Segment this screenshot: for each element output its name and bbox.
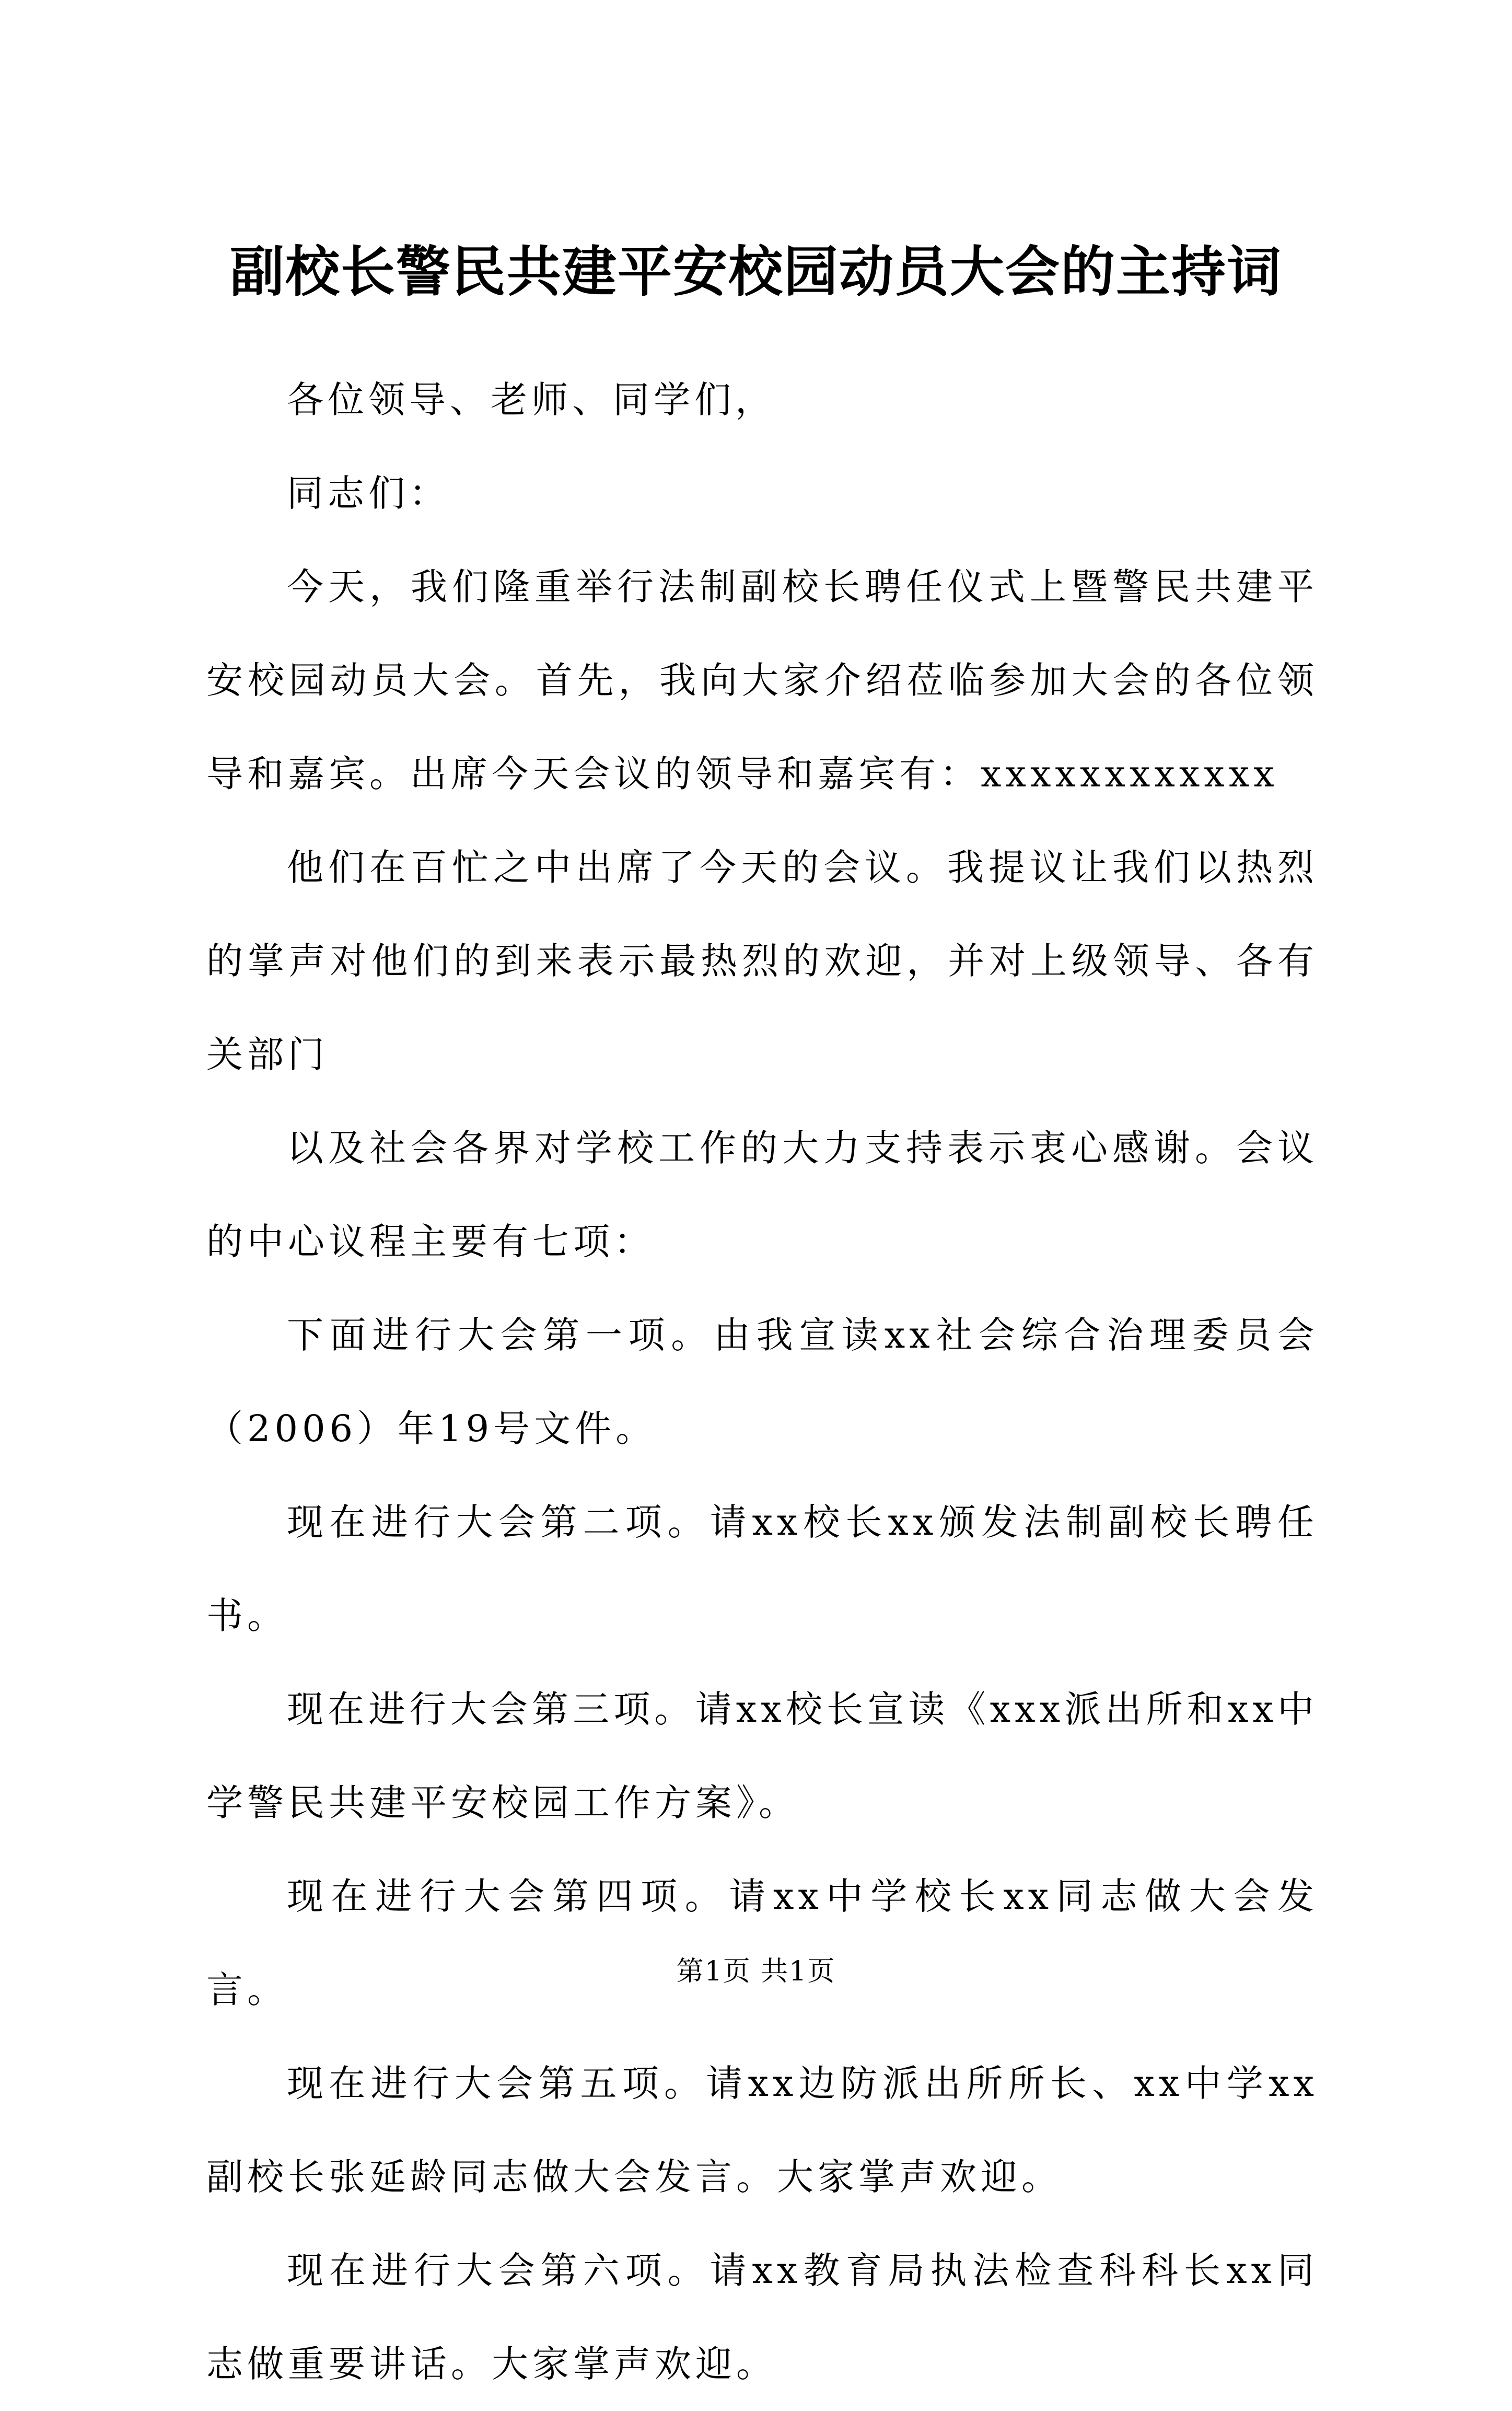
paragraph-thanks-agenda: 以及社会各界对学校工作的大力支持表示衷心感谢。会议的中心议程主要有七项： [206,1127,1318,1263]
paragraph-item-1: 下面进行大会第一项。由我宣读xx社会综合治理委员会（2006）年19号文件。 [206,1314,1318,1450]
paragraph-item-3: 现在进行大会第三项。请xx校长宣读《xxx派出所和xx中学警民共建平安校园工作方案》。 [206,1688,1318,1824]
paragraph-item-2: 现在进行大会第二项。请xx校长xx颁发法制副校长聘任书。 [206,1501,1318,1637]
paragraph-greeting: 各位领导、老师、同学们， [287,378,776,421]
paragraph-item-6: 现在进行大会第六项。请xx教育局执法检查科科长xx同志做重要讲话。大家掌声欢迎。 [206,2249,1318,2385]
document-title: 副校长警民共建平安校园动员大会的主持词 [229,239,1282,304]
paragraph-item-4: 现在进行大会第四项。请xx中学校长xx同志做大会发言。 [206,1875,1318,2011]
paragraph-welcome: 他们在百忙之中出席了今天的会议。我提议让我们以热烈的掌声对他们的到来表示最热烈的欢迎，并对上级领导、各有关部门 [206,846,1318,1076]
paragraph-comrades: 同志们： [287,472,450,515]
paragraph-item-5: 现在进行大会第五项。请xx边防派出所所长、xx中学xx副校长张延龄同志做大会发言。大家掌声欢迎。 [206,2062,1318,2198]
document-body [206,353,1318,2411]
paragraph-opening: 今天，我们隆重举行法制副校长聘任仪式上暨警民共建平安校园动员大会。首先，我向大家介绍莅临参加大会的各位领导和嘉宾。出席今天会议的领导和嘉宾有：xxxxxxxxxxxx [206,565,1318,795]
page-footer: 第1页 共1页 [676,1956,836,1987]
